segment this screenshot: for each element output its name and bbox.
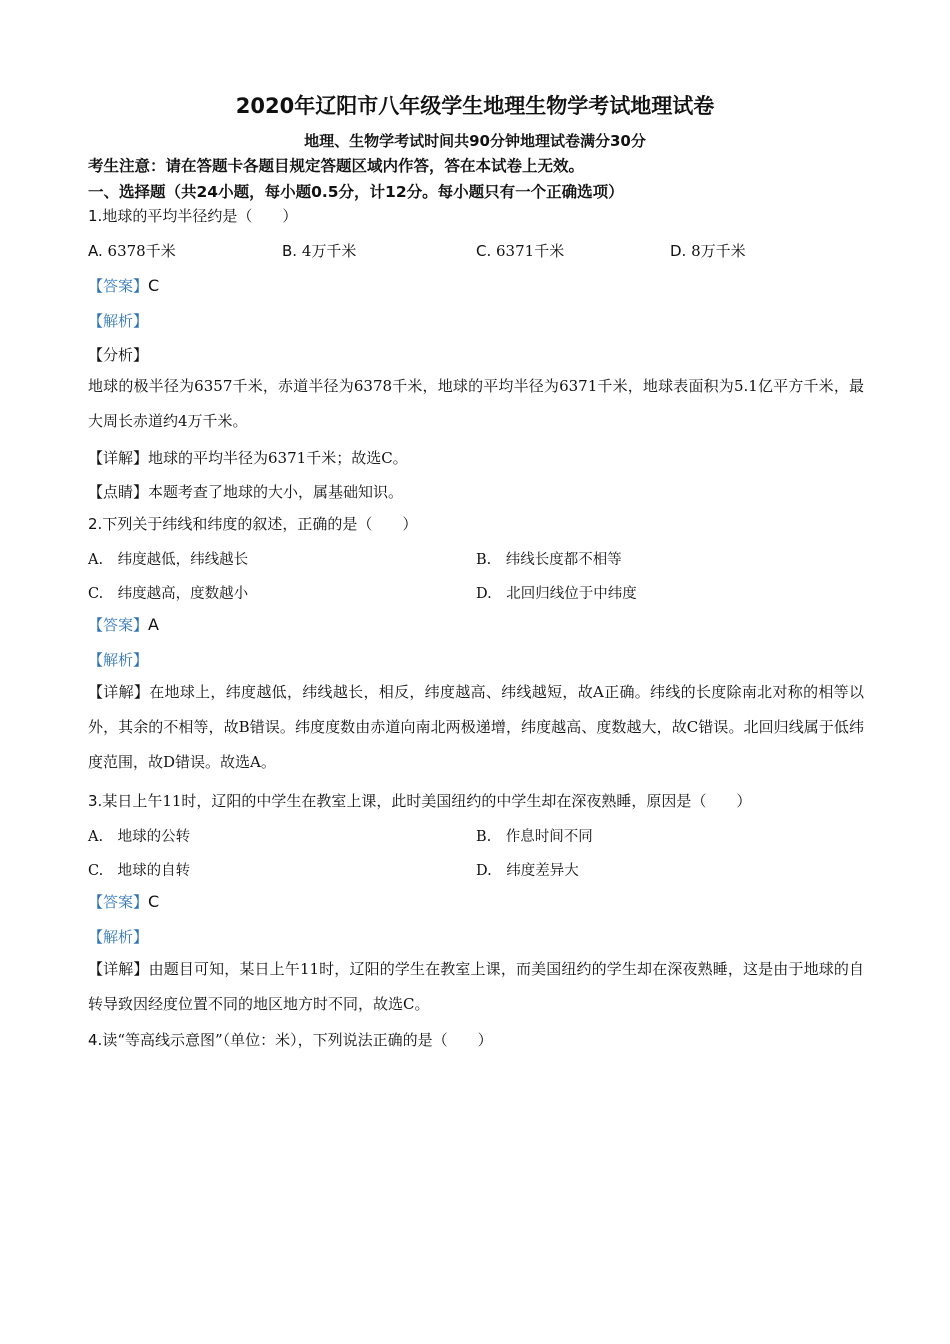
q1-answer: 【答案】C <box>88 276 160 295</box>
q2-detail: 【详解】在地球上，纬度越低，纬线越长，相反，纬度越高、纬线越短，故A正确。纬线的长度除南北对称的相等以外，其余的不相等，故B错误。纬度度数由赤道向南北两极递增，纬度越高、度数越大，故C错误。北回归线属于低纬度范围，故D错误。故选A。 <box>88 683 864 771</box>
q2-option-d: D. 北回归线位于中纬度 <box>476 586 637 602</box>
q1-option-a: A. 6378千米 <box>88 242 176 260</box>
q3-option-b: B. 作息时间不同 <box>476 829 593 845</box>
q3-option-d: D. 纬度差异大 <box>476 863 579 879</box>
q3-option-a: A. 地球的公转 <box>88 829 191 845</box>
question-2: 2.下列关于纬线和纬度的叙述，正确的是（ ） <box>88 515 418 533</box>
section-heading: 一、选择题（共24小题，每小题0.5分，计12分。每小题只有一个正确选项） <box>88 183 624 201</box>
q3-detail: 【详解】由题目可知，某日上午11时，辽阳的学生在教室上课，而美国纽约的学生却在深夜熟睡，这是由于地球的自转导致因经度位置不同的地区地方时不同，故选C。 <box>88 960 864 1013</box>
question-3: 3.某日上午11时，辽阳的中学生在教室上课，此时美国纽约的中学生却在深夜熟睡，原因是（ ） <box>88 792 752 810</box>
q1-option-d: D. 8万千米 <box>670 242 746 260</box>
q2-answer: 【答案】A <box>88 615 159 634</box>
q2-analysis-label: 【解析】 <box>88 651 149 669</box>
exam-subtitle: 地理、生物学考试时间共90分钟地理试卷满分30分 <box>304 132 646 150</box>
q2-option-a: A. 纬度越低，纬线越长 <box>88 552 249 568</box>
q1-fenxi-label: 【分析】 <box>88 346 149 364</box>
question-number: 1. <box>88 207 103 225</box>
q1-detail: 【详解】地球的平均半径为6371千米；故选C。 <box>88 449 408 467</box>
q1-option-b: B. 4万千米 <box>282 242 357 260</box>
q2-option-b: B. 纬线长度都不相等 <box>476 552 622 568</box>
q1-analysis-label: 【解析】 <box>88 312 149 330</box>
question-4: 4.读“等高线示意图”（单位：米），下列说法正确的是（ ） <box>88 1031 493 1049</box>
q1-dianjing: 【点睛】本题考查了地球的大小，属基础知识。 <box>88 483 404 501</box>
q3-analysis-label: 【解析】 <box>88 928 149 946</box>
question-1 <box>88 205 297 226</box>
q1-fenxi-text: 地球的极半径为6357千米，赤道半径为6378千米，地球的平均半径为6371千米，地球表面积为5.1亿平方千米，最大周长赤道约4万千米。 <box>88 377 864 430</box>
q2-option-c: C. 纬度越高，度数越小 <box>88 586 249 602</box>
q3-option-c: C. 地球的自转 <box>88 863 191 879</box>
q1-option-c: C. 6371千米 <box>476 242 565 260</box>
q3-answer: 【答案】C <box>88 892 160 911</box>
exam-title: 2020年辽阳市八年级学生地理生物学考试地理试卷 <box>235 94 715 118</box>
notice: 考生注意：请在答题卡各题目规定答题区域内作答，答在本试卷上无效。 <box>88 157 585 175</box>
question-stem: 地球的平均半径约是（ ） <box>102 207 298 225</box>
